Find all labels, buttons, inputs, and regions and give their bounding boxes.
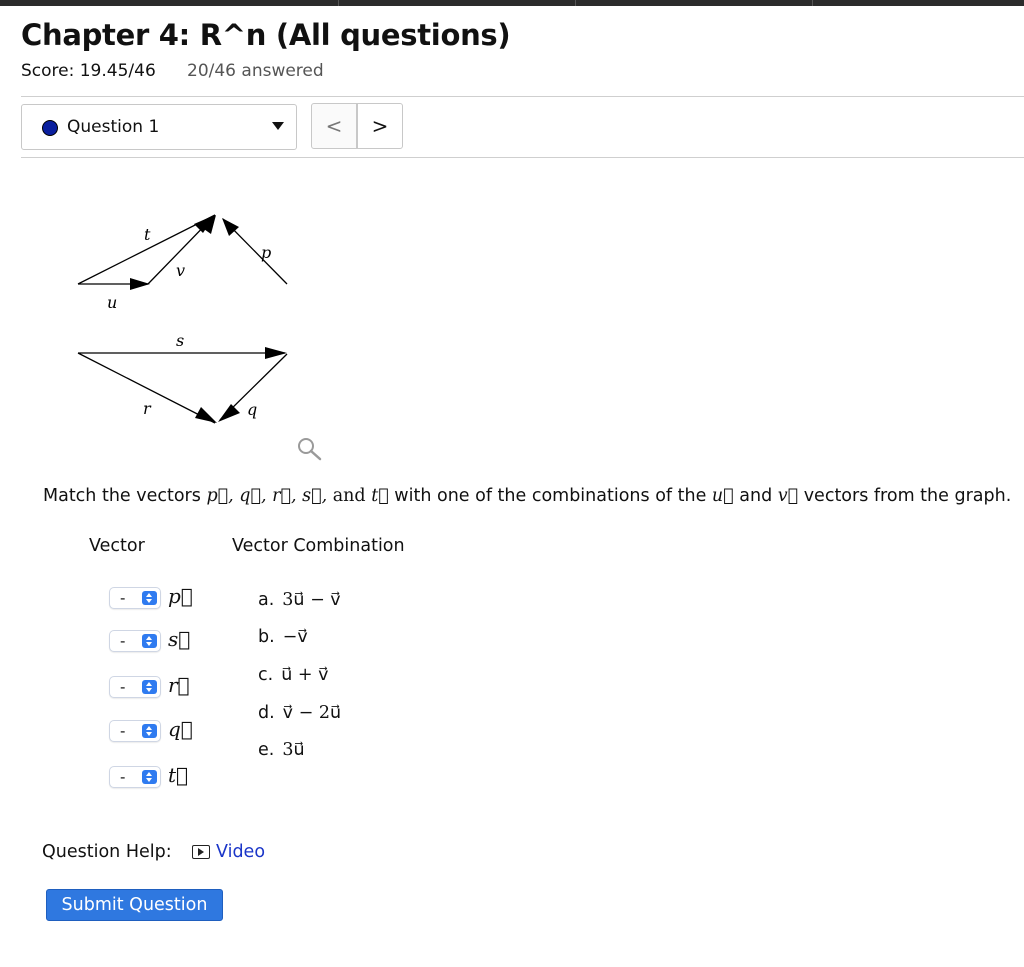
combination-expression: u⃗ + v⃗ xyxy=(281,665,329,685)
top-bar-divider xyxy=(575,0,576,6)
next-question-button[interactable]: > xyxy=(357,103,403,149)
combination-letter: b. xyxy=(258,627,275,647)
score-text: Score: 19.45/46 xyxy=(21,61,156,81)
label-t: t xyxy=(144,225,151,244)
top-bar-divider xyxy=(812,0,813,6)
combination-letter: a. xyxy=(258,590,275,610)
question-select[interactable] xyxy=(21,104,297,150)
select-value: - xyxy=(120,589,126,607)
question-select-label: Question 1 xyxy=(67,117,160,137)
combination-item xyxy=(258,590,341,610)
combination-item xyxy=(258,703,341,723)
question-help-label: Question Help: xyxy=(42,842,172,862)
label-s: s xyxy=(176,331,185,350)
prompt-vector-v: v⃗ xyxy=(777,486,799,506)
divider-bottom xyxy=(21,157,1024,158)
combination-column-header: Vector Combination xyxy=(232,536,405,556)
select-arrows-icon xyxy=(142,680,157,694)
answered-count: 20/46 answered xyxy=(187,61,324,81)
vector-column-header: Vector xyxy=(89,536,145,556)
vector-label-t: t⃗ xyxy=(168,763,189,787)
label-r: r xyxy=(143,399,151,418)
vector-label-r: r⃗ xyxy=(168,673,190,697)
arrowhead-q xyxy=(218,404,240,422)
combination-expression: −v⃗ xyxy=(282,627,308,647)
arrowhead-u xyxy=(130,278,150,290)
label-q: q xyxy=(247,400,258,419)
video-play-icon[interactable] xyxy=(192,845,210,859)
combination-item xyxy=(258,665,328,685)
vector-label-q: q⃗ xyxy=(168,717,193,741)
vector-label-s: s⃗ xyxy=(168,627,191,651)
prompt-text: vectors from the graph. xyxy=(798,486,1012,506)
label-v: v xyxy=(176,261,186,280)
prompt-text: with one of the combinations of the xyxy=(388,486,712,506)
select-arrows-icon xyxy=(142,770,157,784)
combination-expression: 3u⃗ − v⃗ xyxy=(282,590,341,610)
previous-question-button[interactable]: < xyxy=(311,103,357,149)
select-value: - xyxy=(120,768,126,786)
combination-letter: e. xyxy=(258,740,275,760)
question-prompt xyxy=(43,486,1011,506)
label-p: p xyxy=(261,243,272,262)
select-value: - xyxy=(120,632,126,650)
answer-select-q[interactable] xyxy=(109,720,161,742)
vector-label-p: p⃗ xyxy=(168,584,193,608)
magnify-icon[interactable] xyxy=(296,436,324,462)
select-value: - xyxy=(120,722,126,740)
video-link[interactable]: Video xyxy=(216,842,266,862)
vector-graph xyxy=(60,200,300,430)
prompt-text: and xyxy=(733,486,778,506)
prompt-text: Match the vectors xyxy=(43,486,207,506)
combination-item xyxy=(258,740,305,760)
combination-expression: v⃗ − 2u⃗ xyxy=(282,703,342,723)
answer-select-p[interactable] xyxy=(109,587,161,609)
select-arrows-icon xyxy=(142,724,157,738)
arrowhead-r xyxy=(195,407,217,423)
prompt-vector-u: u⃗ xyxy=(711,486,734,506)
top-bar-divider xyxy=(338,0,339,6)
combination-item xyxy=(258,627,308,647)
combination-letter: c. xyxy=(258,665,274,685)
submit-question-button[interactable]: Submit Question xyxy=(46,889,223,921)
label-u: u xyxy=(107,293,118,312)
combination-expression: 3u⃗ xyxy=(282,740,305,760)
caret-down-icon xyxy=(272,122,284,130)
combination-letter: d. xyxy=(258,703,275,723)
prompt-vectors: p⃗, q⃗, r⃗, s⃗, xyxy=(206,486,333,506)
prompt-and: and xyxy=(332,486,372,506)
select-value: - xyxy=(120,678,126,696)
divider-top xyxy=(21,96,1024,97)
prompt-vector-t: t⃗ xyxy=(371,486,389,506)
answer-select-r[interactable] xyxy=(109,676,161,698)
page-title: Chapter 4: R^n (All questions) xyxy=(21,18,511,52)
answer-select-t[interactable] xyxy=(109,766,161,788)
top-bar xyxy=(0,0,1024,6)
status-dot-icon xyxy=(42,120,58,136)
select-arrows-icon xyxy=(142,591,157,605)
select-arrows-icon xyxy=(142,634,157,648)
answer-select-s[interactable] xyxy=(109,630,161,652)
